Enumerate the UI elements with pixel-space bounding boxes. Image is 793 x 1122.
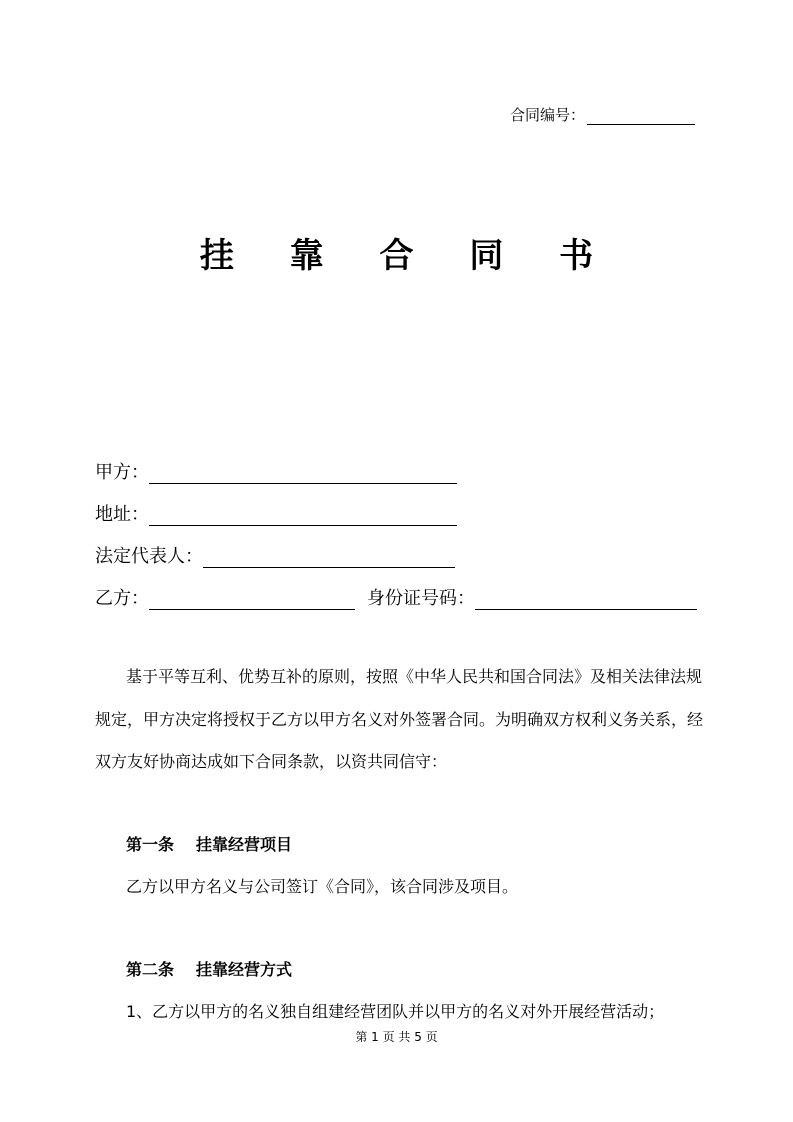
- legal-rep-blank[interactable]: [203, 547, 455, 568]
- contract-number-label: 合同编号：: [510, 106, 586, 124]
- party-b-field: [95, 584, 355, 610]
- party-a-field: [95, 458, 457, 484]
- address-field: [95, 500, 457, 526]
- article-1-title: 挂靠经营项目: [196, 835, 293, 854]
- article-2-title: 挂靠经营方式: [196, 960, 293, 979]
- article-1-number: 第一条: [126, 835, 175, 854]
- party-b-label: 乙方：: [95, 588, 149, 609]
- legal-rep-field: [95, 542, 455, 568]
- legal-rep-label: 法定代表人：: [95, 546, 203, 567]
- article-2-heading: [126, 957, 292, 980]
- address-label: 地址：: [95, 504, 149, 525]
- party-b-blank[interactable]: [149, 589, 355, 610]
- article-1-heading: [126, 832, 292, 855]
- contract-number-blank[interactable]: [587, 106, 695, 125]
- party-a-blank[interactable]: [149, 463, 457, 484]
- address-blank[interactable]: [149, 505, 457, 526]
- preamble-line-1: 基于平等互利、优势互补的原则，按照《中华人民共和国合同法》及相关法律法规: [126, 667, 703, 686]
- party-a-label: 甲方：: [95, 462, 149, 483]
- article-1-text: 乙方以甲方名义与公司签订《合同》，该合同涉及项目。: [126, 877, 519, 896]
- page-footer: 第 1 页 共 5 页: [355, 1030, 438, 1044]
- article-2-text: 1、乙方以甲方的名义独自组建经营团队并以甲方的名义对外开展经营活动；: [126, 1002, 665, 1021]
- id-number-blank[interactable]: [475, 589, 697, 610]
- contract-number: [510, 104, 695, 125]
- document-title: 挂 靠 合 同 书: [199, 236, 616, 276]
- preamble-line-3: 双方友好协商达成如下合同条款，以资共同信守：: [95, 752, 448, 771]
- id-number-label: 身份证号码：: [367, 588, 475, 609]
- preamble-line-2: 规定，甲方决定将授权于乙方以甲方名义对外签署合同。为明确双方权利义务关系，经: [95, 710, 704, 729]
- article-2-number: 第二条: [126, 960, 175, 979]
- id-number-field: [367, 584, 697, 610]
